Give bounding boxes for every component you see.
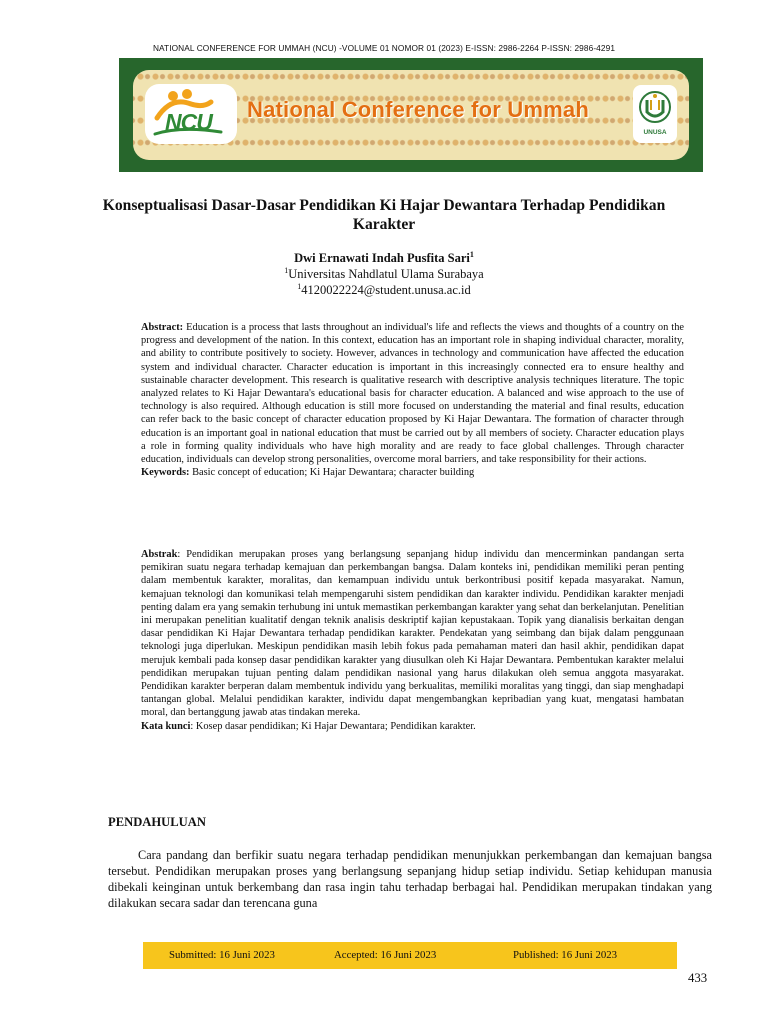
abstract-indonesian — [141, 548, 684, 733]
article-title: Konseptualisasi Dasar-Dasar Pendidikan Ki Hajar Dewantara Terhadap Pendidikan Karakter — [102, 197, 666, 233]
abstract-english-text: Education is a process that lasts throughout an individual's life and reflects the views and thoughts of a country on the progress and development of the nation. In this context, education has an important role in shaping individual character, morality, and ability to contribute positively to society. However, advances in technology and communication have affected the education system and individual character. Character education is important in this increasingly connected era to ensure healthy and sustainable character development. This research is qualitative research with descriptive analysis techniques literature. The topic analyzed relates to Ki Hajar Dewantara's educational basis for character education. A balanced and wise approach to the use of technology is also required. Although education is still more focused on understanding the material and final results, education can refer back to the basic concept of character education proposed by Ki Hajar Dewantara. The formation of character through education is an important goal in national education that must be carried out by all members of society. Character education plays a role in forming quality individuals who have high morality and are ready to face global challenges. Through character education, individuals can develop strong personalities, overcome moral barriers, and take responsibility for their actions. — [141, 322, 684, 466]
unusa-logo-text: UNUSA — [643, 129, 667, 136]
keywords-english — [141, 466, 684, 479]
email-mark: 1 — [297, 282, 302, 291]
keywords-indonesian-text: : Kosep dasar pendidikan; Ki Hajar Dewantara; Pendidikan karakter. — [190, 720, 476, 732]
submitted-date: Submitted: 16 Juni 2023 — [169, 949, 275, 961]
body-paragraph: Cara pandang dan berfikir suatu negara terhadap pendidikan menunjukkan perkembangan dan kemajuan bangsa tersebut. Pendidikan merupakan proses yang berlangsung sepanjang hidup setiap individu. Setiap kehidupan manusia dibekali keinginan untuk berkembang dan rasa ingin tahu terhadap berbagai hal. Pendidikan merupakan tindakan yang dilakukan secara sadar dan terencana guna — [108, 848, 712, 910]
author-affiliation-mark: 1 — [469, 250, 474, 259]
published-date: Published: 16 Juni 2023 — [513, 949, 618, 961]
unusa-emblem-icon — [637, 88, 673, 128]
author-name — [0, 251, 768, 266]
unusa-logo — [633, 85, 677, 143]
publication-dates-bar — [143, 942, 677, 969]
abstract-indonesian-label: Abstrak — [141, 549, 178, 560]
keywords-english-label: Keywords: — [141, 467, 190, 479]
ncu-logo — [145, 84, 237, 144]
author-affiliation — [0, 267, 768, 282]
banner-pattern — [133, 70, 689, 160]
abstract-english-paragraph — [141, 321, 684, 466]
email-text: 4120022224@student.unusa.ac.id — [301, 283, 471, 297]
affiliation-mark: 1 — [284, 266, 289, 275]
keywords-indonesian-label: Kata kunci — [141, 720, 191, 732]
accepted-date: Accepted: 16 Juni 2023 — [334, 949, 437, 961]
keywords-english-text: Basic concept of education; Ki Hajar Dewantara; character building — [189, 467, 475, 479]
conference-banner — [119, 58, 703, 172]
author-email — [0, 283, 768, 298]
abstract-indonesian-paragraph — [141, 548, 684, 720]
abstract-english — [141, 321, 684, 479]
keywords-indonesian — [141, 720, 684, 733]
affiliation-text: Universitas Nahdlatul Ulama Surabaya — [288, 267, 484, 281]
abstract-indonesian-text: : Pendidikan merupakan proses yang berlangsung sepanjang hidup individu dan mencerminkan pandangan serta pemikiran suatu negara terhadap kemajuan dan perkembangan bangsa. Dalam konteks ini, pendidikan memiliki peran penting dalam membentuk karakter, moralitas, dan kemampuan individu untuk berkontribusi positif kepada masyarakat. Namun, kemajuan teknologi dan komunikasi telah mempengaruhi sistem pendidikan dan karakter individu. Pendidikan karakter menjadi penting dalam era yang semakin terhubung ini untuk memastikan perkembangan karakter yang sehat dan berkelanjutan. Penelitian ini merupakan penelitian kualitatif dengan teknik analisis deskriptif kajian kepustakaan. Topik yang dianalisis berkaitan dengan dasar pendidikan Ki Hajar Dewantara terhadap pendidikan karakter. Pendekatan yang seimbang dan bijak dalam penggunaan teknologi juga diperlukan. Meskipun pendidikan masih lebih fokus pada pemahaman materi dan hasil akhir, pendidikan dapat merujuk kembali pada konsep dasar pendidikan karakter yang diusulkan oleh Ki Hajar Dewantara. Pembentukan karakter melalui pendidikan merupakan tujuan penting dalam pendidikan nasional yang harus dilakukan oleh semua anggota masyarakat. Pendidikan karakter berperan dalam membentuk individu yang berkualitas, memiliki moralitas yang tinggi, dan siap menghadapi tantangan global. Melalui pendidikan karakter, individu dapat mengembangkan kepribadian yang kuat, mengatasi hambatan moral, dan bertanggung jawab atas tindakan mereka. — [141, 549, 684, 719]
section-heading: PENDAHULUAN — [108, 815, 206, 829]
page-number: 433 — [688, 971, 708, 985]
ncu-logo-text: NCU — [165, 109, 212, 135]
author-name-text: Dwi Ernawati Indah Pusfita Sari — [294, 251, 470, 265]
abstract-english-label: Abstract: — [141, 322, 184, 333]
running-header: NATIONAL CONFERENCE FOR UMMAH (NCU) -VOLUME 01 NOMOR 01 (2023) E-ISSN: 2986-2264 P-ISSN: 2986-4291 — [152, 43, 616, 53]
banner-title: National Conference for Ummah — [247, 97, 589, 122]
